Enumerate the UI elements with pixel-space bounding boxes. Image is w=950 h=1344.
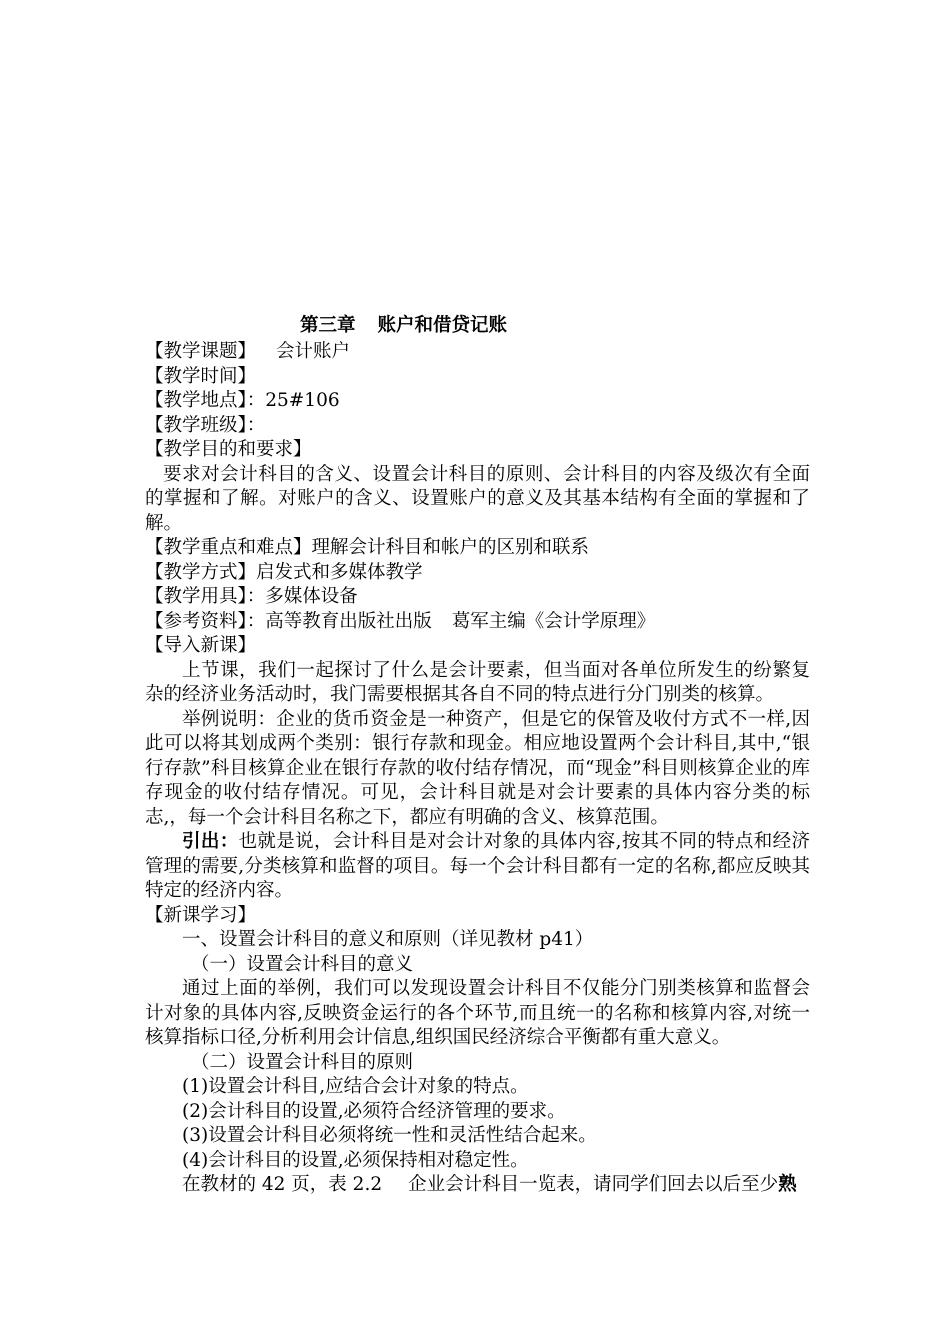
new-lesson-label: 【新课学习】 — [145, 904, 257, 926]
intro-label: 【导入新课】 — [145, 635, 257, 656]
class-label: 【教学班级】： — [145, 414, 266, 436]
new-lesson-line — [145, 904, 810, 929]
method-value: 启发式和多媒体教学 — [256, 561, 423, 583]
topic-line — [145, 340, 810, 365]
tools-value: 多媒体设备 — [265, 586, 358, 607]
chapter-number: 第三章 — [300, 315, 356, 336]
topic-value: 会计账户 — [276, 341, 351, 362]
method-line — [145, 561, 810, 586]
intro-line — [145, 634, 810, 659]
intro-paragraph-3 — [145, 830, 810, 904]
last-line — [145, 1173, 810, 1198]
intro-paragraph-2: 举例说明：企业的货币资金是一种资产，但是它的保管及收付方式不一样,因此可以将其划成两个类别：银行存款和现金。相应地设置两个会计科目,其中,“银行存款”科目核算企业在银行存款的收付结存情况，而“现金”科目则核算企业的库存现金的收付结存情况。可见，会计科目就是对会计要素的具体内容分类的标志,，每一个会计科目名称之下，都应有明确的含义、核算范围。 — [145, 708, 810, 828]
method-label: 【教学方式】 — [145, 561, 257, 583]
key-value: 理解会计科目和帐户的区别和联系 — [311, 537, 590, 558]
place-label: 【教学地点】： — [145, 390, 266, 411]
rule-item: (2)会计科目的设置,必须符合经济管理的要求。 — [182, 1100, 566, 1122]
aim-label: 【教学目的和要求】 — [145, 439, 312, 460]
place-value: 25#106 — [265, 390, 340, 411]
lead-out-text: 也就是说，会计科目是对会计对象的具体内容,按其不同的特点和经济管理的需要,分类核算和监督的项目。每一个会计科目都有一定的名称,都应反映其特定的经济内容。 — [145, 831, 810, 901]
time-line — [145, 365, 810, 390]
key-line — [145, 536, 810, 561]
rule-item: (4)会计科目的设置,必须保持相对稳定性。 — [182, 1149, 529, 1171]
ref-publisher: 高等教育出版社出版 — [265, 610, 432, 632]
document-page — [145, 312, 810, 1198]
section-1-heading: 一、设置会计科目的意义和原则（详见教材 p41） — [182, 929, 594, 950]
tools-label: 【教学用具】： — [145, 586, 266, 607]
ref-line — [145, 610, 810, 635]
aim-line — [145, 438, 810, 463]
subsection-2-heading: （二）设置会计科目的原则 — [191, 1051, 414, 1073]
time-label: 【教学时间】 — [145, 365, 257, 387]
chapter-title — [145, 312, 810, 340]
subsection-1-heading: （一）设置会计科目的意义 — [191, 953, 414, 975]
last-line-middle: 企业会计科目一览表，请同学们回去以后至少 — [408, 1174, 779, 1195]
chapter-name: 账户和借贷记账 — [377, 315, 508, 336]
intro-paragraph-1: 上节课，我们一起探讨了什么是会计要素，但当面对各单位所发生的纷繁复杂的经济业务活动时，我门需要根据其各自不同的特点进行分门别类的核算。 — [145, 659, 810, 705]
topic-label: 【教学课题】 — [145, 341, 257, 362]
key-label: 【教学重点和难点】 — [145, 537, 312, 558]
aim-paragraph: 要求对会计科目的含义、设置会计科目的原则、会计科目的内容及级次有全面的掌握和了解。对账户的含义、设置账户的意义及其基本结构有全面的掌握和了解。 — [145, 463, 810, 534]
last-line-bold: 熟 — [778, 1174, 797, 1195]
tools-line — [145, 585, 810, 610]
class-line — [145, 414, 810, 439]
rule-item: (3)设置会计科目必须将统一性和灵活性结合起来。 — [182, 1125, 597, 1146]
lead-out-label: 引出： — [182, 831, 239, 852]
rule-item: (1)设置会计科目,应结合会计对象的特点。 — [182, 1076, 529, 1097]
last-line-start: 在教材的 42 页，表 2.2 — [182, 1174, 383, 1195]
subsection-1-paragraph: 通过上面的举例，我们可以发现设置会计科目不仅能分门别类核算和监督会计对象的具体内容,反映资金运行的各个环节,而且统一的名称和核算内容,对统一核算指标口径,分析利用会计信息,组织国民经济综合平衡都有重大意义。 — [145, 978, 810, 1048]
ref-book: 葛军主编《会计学原理》 — [451, 610, 656, 632]
ref-label: 【参考资料】： — [145, 610, 266, 632]
place-line — [145, 389, 810, 414]
